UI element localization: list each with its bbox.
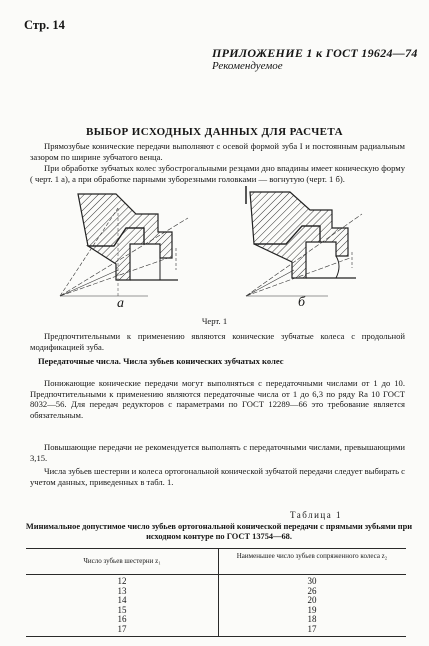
recommended-note: Рекомендуемое: [212, 60, 283, 72]
paragraph-6: [30, 466, 405, 487]
figure-a-label: а: [117, 296, 124, 311]
table-row: [26, 587, 406, 597]
table-row: [26, 577, 406, 587]
table-title: Минимальное допустимое число зубьев ортогональной конической передачи с прямыми зубьями при исходном контуре по ГОСТ 13754—68.: [25, 522, 413, 542]
figure-caption: Черт. 1: [201, 316, 228, 326]
paragraph-1-text: Прямозубые конические передачи выполняют с осевой формой зуба I и постоянным радиальным зазором по ширине зубчатого венца.: [30, 141, 405, 162]
cell-z2: 20: [307, 595, 317, 606]
figure-a-drawing: [48, 188, 198, 308]
cell-z2: 19: [307, 604, 317, 615]
cell-z1: 14: [117, 595, 127, 606]
paragraph-4-text: Понижающие конические передачи могут выполняться с передаточными числами от 1 до 10. Предпочтительными к применению являются передаточные числа от 1 до 6,3 по ряду Ra 10 ГОСТ 8032—56. Для передач редукторов с параметрами по ГОСТ 12289—66 это требование является обязательным.: [30, 378, 405, 420]
paragraph-3: [30, 331, 405, 352]
table-row: [26, 606, 406, 616]
paragraph-6-text: Числа зубьев шестерни и колеса ортогональной конической зубчатой передачи следует выбирать с учетом данных, приведенных в табл. 1.: [30, 466, 405, 487]
appendix-header: ПРИЛОЖЕНИЕ 1 к ГОСТ 19624—74: [212, 46, 418, 60]
table-body: [26, 577, 406, 635]
paragraph-5: [30, 442, 405, 463]
cell-z1: 16: [117, 614, 127, 625]
table-bottom-rule: [26, 636, 406, 637]
cell-z2: 18: [307, 614, 317, 625]
table-number: Таблица 1: [290, 510, 342, 520]
paragraph-2-text: При обработке зубчатых колес зубострогальными резцами дно впадины имеет коническую форму ( черт. 1 а), а при обработке парными зуборезными головками — вогнутую (черт. 1 б).: [30, 163, 405, 184]
table-header-z2: Наименьшее число зубьев сопряженного колеса z₂: [236, 552, 388, 560]
cell-z1: 12: [117, 576, 127, 586]
figure-b-drawing: [232, 186, 382, 306]
section-title: ВЫБОР ИСХОДНЫХ ДАННЫХ ДЛЯ РАСЧЕТА: [86, 126, 343, 138]
paragraph-3-text: Предпочтительными к применению являются конические зубчатые колеса с продольной модификацией зуба.: [30, 331, 405, 352]
paragraph-5-text: Повышающие передачи не рекомендуется выполнять с передаточными числами, превышающими 3,15.: [30, 442, 405, 463]
cell-z1: 15: [117, 604, 127, 615]
paragraph-2: [30, 163, 405, 184]
paragraph-4: [30, 378, 405, 420]
cell-z1: 17: [117, 623, 127, 634]
cell-z2: 17: [307, 623, 317, 634]
table-header-rule: [26, 574, 406, 575]
table-row: [26, 596, 406, 606]
figure-b-label: б: [298, 295, 306, 310]
table-row: [26, 615, 406, 625]
table-top-rule: [26, 548, 406, 549]
paragraph-1: [30, 141, 405, 162]
cell-z2: 26: [307, 585, 317, 596]
subsection-heading: Передаточные числа. Числа зубьев конических зубчатых колес: [38, 356, 284, 366]
table-header-z1: Число зубьев шестерни z₁: [83, 557, 161, 565]
table-row: [26, 625, 406, 635]
page-number: Стр. 14: [24, 18, 65, 32]
cell-z2: 30: [307, 576, 317, 586]
cell-z1: 13: [117, 585, 127, 596]
